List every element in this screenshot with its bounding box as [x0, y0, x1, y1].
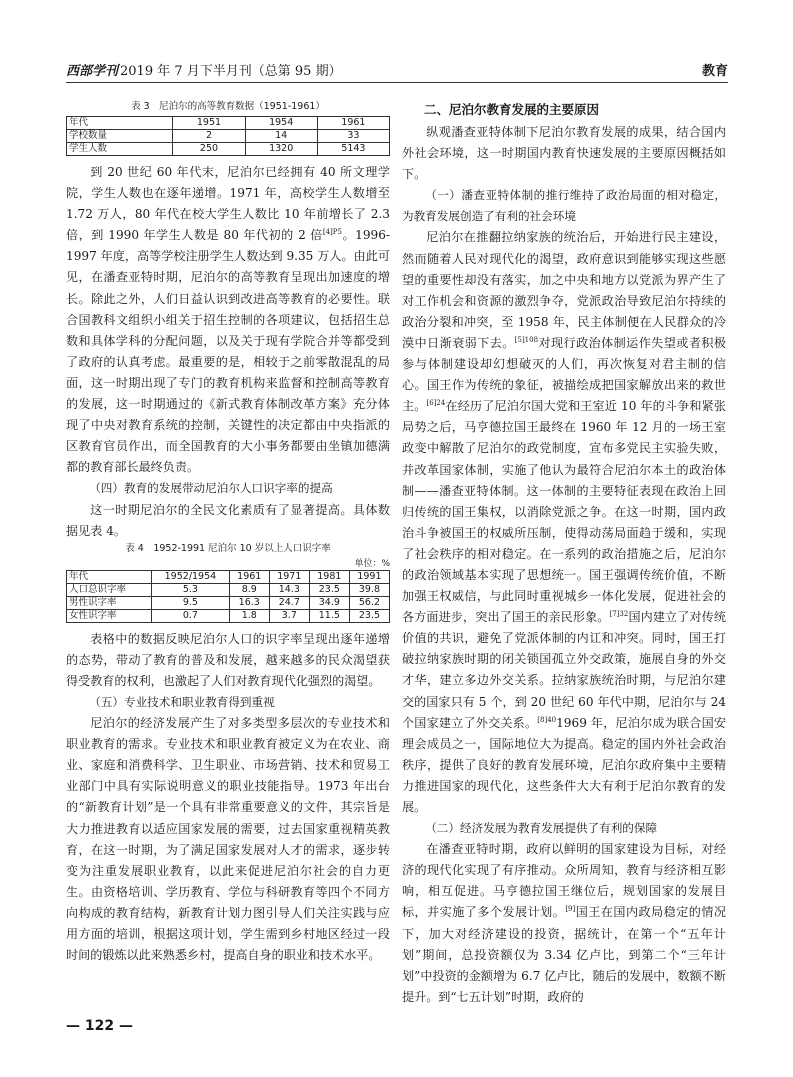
table-cell: 男性识字率: [67, 596, 152, 609]
table-cell: 3.7: [269, 609, 309, 622]
subsection-heading: （一）潘查亚特体制的推行维持了政治局面的相对稳定，为教育发展创造了有利的社会环境: [402, 188, 726, 224]
table4-caption: 表 4 1952-1991 尼泊尔 10 岁以上人口识字率: [125, 542, 331, 554]
paragraph: 纵观潘查亚特体制下尼泊尔教育发展的成果，结合国内外社会环境，这一时期国内教育快速发展的主要原因概括如下。: [402, 125, 726, 182]
citation: [7]32: [609, 610, 629, 619]
table-header-row: [67, 117, 390, 130]
page-number: — 122 —: [66, 1018, 133, 1034]
journal-logo: 西部学刊: [66, 64, 119, 79]
table3-caption: 表 3 尼泊尔的高等教育数据（1951-1961）: [131, 101, 325, 112]
journal-title: [66, 60, 342, 79]
table-cell: 2: [173, 130, 245, 143]
text: 在经历了尼泊尔国大党和王室近 10 年的斗争和紧张局势之后，马亨德拉国王最终在 1960 年 12 月的一场王室政变中解散了尼泊尔的政党制度，宣布多党民主实验失败，并改革国家体制，实施了他认为最符合尼泊尔本土的政治体制——潘查亚特体制。这一体制的主要特征表现在政治上回归传统的国王集权，以消除党派之争。在这一时期，国内政治斗争被国王的权威所压制，使得动荡局面趋于缓和，实现了社会秩序的相对稳定。在一系列的政治措施之后，尼泊尔的政治领域基本实现了思想统一。国王强调传统价值，不断加强王权威信，与此同时重视城乡一体化发展，促进社会的各方面进步，突出了国王的亲民形象。: [402, 399, 726, 625]
table-header-cell: 1952/1954: [152, 570, 230, 583]
table-header-cell: 年代: [67, 570, 152, 583]
table-cell: 23.5: [309, 583, 349, 596]
table-cell: 学生人数: [67, 143, 173, 156]
table-cell: 24.7: [269, 596, 309, 609]
table-cell: 人口总识字率: [67, 583, 152, 596]
paragraph: 这一时期尼泊尔的全民文化素质有了显著提高。具体数据见表 4。: [66, 502, 390, 538]
citation: [6]24: [426, 399, 446, 408]
paragraph: 表格中的数据反映尼泊尔人口的识字率呈现出逐年递增的态势，带动了教育的普及和发展，越来越多的民众渴望获得受教育的权利，也激起了人们对教育现代化强烈的渴望。: [66, 631, 390, 688]
text: 。1996-1997 年度，高等学校注册学生人数达到 9.35 万人。由此可见，在潘查亚特时期，尼泊尔的高等教育呈现出加速度的增长。除此之外，人们日益认识到改进高等教育的必要性。联合国教科文组织小组关于招生控制的各项建议，包括招生总数和具体学科的分配问题，以及关于现有学院合并等都受到了政府的认真考虑。最重要的是，相较于之前零散混乱的局面，这一时期出现了专门的教育机构来监督和控制高等教育的发展，这一时期通过的《新式教育体制改革方案》充分体现了中央对教育系统的控制，关键性的决定都由中央指派的区教育官员作出，而全国教育的大小事务都要由坐镇加德满都的教育部长最终负责。: [66, 228, 390, 475]
table-cell: 39.8: [349, 583, 389, 596]
text: 到 20 世纪 60 年代末，尼泊尔已经拥有 40 所文理学院，学生人数也在逐年递增。1971 年，高校学生人数增至 1.72 万人，80 年代在校大学生人数比 10 年前增长了 2.3 倍，到 1990 年学生人数是 80 年代初的 2 倍: [66, 165, 390, 243]
table-cell: 8.9: [229, 583, 269, 596]
table-cell: 34.9: [309, 596, 349, 609]
text: 1969 年，尼泊尔成为联合国安理会成员之一，国际地位大为提高。稳定的国内外社会政治秩序，提供了良好的教育发展环境，尼泊尔政府集中主要精力推进国家的现代化，这些条件大大有利于尼泊尔教育的发展。: [402, 715, 726, 814]
table-header-cell: 1961: [229, 570, 269, 583]
table4-unit: 单位：%: [354, 558, 390, 569]
table-cell: 女性识字率: [67, 609, 152, 622]
table-row: [67, 609, 390, 622]
table4: [66, 570, 390, 623]
paragraph: [66, 162, 390, 478]
left-column: [66, 100, 390, 966]
table-cell: 14.3: [269, 583, 309, 596]
table-header-cell: 1971: [269, 570, 309, 583]
table-cell: 33: [317, 130, 389, 143]
citation: [8]40: [537, 715, 557, 724]
table-cell: 5.3: [152, 583, 230, 596]
table-cell: 1320: [245, 143, 317, 156]
table-header-row: [67, 570, 390, 583]
table-cell: 9.5: [152, 596, 230, 609]
table3: [66, 116, 390, 156]
citation: [5]108: [514, 335, 539, 344]
table-cell: 1.8: [229, 609, 269, 622]
section-label: 教育: [701, 64, 728, 79]
table-row: [67, 130, 390, 143]
subsection-heading: （四）教育的发展带动尼泊尔人口识字率的提高: [89, 481, 333, 496]
table-header-cell: 1961: [317, 117, 389, 130]
paragraph: [402, 839, 726, 1008]
section-heading: 二、尼泊尔教育发展的主要原因: [424, 102, 600, 117]
right-column: [402, 100, 726, 1008]
text: 尼泊尔在推翻拉纳家族的统治后，开始进行民主建设，然而随着人民对现代化的渴望，政府意识到能够实现这些愿望的重要性却没有落实，加之中央和地方以党派为界产生了对工作机会和资源的激烈争夺，党派政治导致尼泊尔持续的政治分裂和冲突，至 1958 年，民主体制便在人民群众的冷漠中日渐衰弱下去。: [402, 230, 726, 350]
table-cell: 250: [173, 143, 245, 156]
text: 在潘查亚特时期，政府以鲜明的国家建设为目标，对经济的现代化实现了有序推动。众所周知，教育与经济相互影响，相互促进。马亨德拉国王继位后，规划国家的发展目标，并实施了多个发展计划。: [402, 842, 726, 920]
text: 国内建立了对传统价值的共识，避免了党派体制的内讧和冲突。同时，国王打破拉纳家族时期的闭关锁国孤立外交政策，施展自身的外交才华，建立多边外交关系。拉纳家族统治时期，与尼泊尔建交的国家只有 5 个，到 20 世纪 60 年代中期，尼泊尔与 24 个国家建立了外交关系。: [402, 610, 726, 730]
subsection-heading: （二）经济发展为教育发展提供了有利的保障: [425, 821, 658, 836]
page-header: [66, 58, 728, 83]
text: 对现行政治体制运作失望或者积极参与体制建设却幻想破灭的人们，再次恢复对君主制的信心。国王作为传统的象征，被描绘成把国家解放出来的救世主。: [402, 335, 726, 414]
table-cell: 14: [245, 130, 317, 143]
table-row: [67, 596, 390, 609]
table-cell: 5143: [317, 143, 389, 156]
table-cell: 学校数量: [67, 130, 173, 143]
paragraph: [402, 227, 726, 818]
subsection-heading: （五）专业技术和职业教育得到重视: [89, 694, 275, 709]
table-row: [67, 143, 390, 156]
table-header-cell: 1981: [309, 570, 349, 583]
text: 国王在国内政局稳定的情况下，加大对经济建设的投资，据统计，在第一个“五年计划”期间，总投资额仅为 3.34 亿卢比，到第二个“三年计划”中投资的金额增为 6.7 亿卢比，随后的发展中，数额不断提升。到“七五计划”时期，政府的: [402, 905, 726, 1004]
table-header-cell: 1954: [245, 117, 317, 130]
table-header-cell: 1991: [349, 570, 389, 583]
paragraph: 尼泊尔的经济发展产生了对多类型多层次的专业技术和职业教育的需求。专业技术和职业教育被定义为在农业、商业、家庭和消费科学、卫生职业、市场营销、技术和贸易工业部门中具有实际说明意义的职业技能指导。1973 年出台的“新教育计划”是一个具有非常重要意义的文件，其宗旨是大力推进教育以适应国家发展的需要，过去国家重视精英教育，在这一时期，为了满足国家发展对人才的需求，逐步转变为注重发展职业教育，以此来促进尼泊尔社会的自力更生。由资格培训、学历教育、学位与科研教育等四个不同方向构成的教育结构，新教育计划力图引导人们关注实践与应用方面的培训，根据这项计划，学生需到乡村地区经过一段时间的锻炼以此来熟悉乡村，提高自身的职业和技术水平。: [66, 716, 390, 963]
table-header-cell: 1951: [173, 117, 245, 130]
issue-info: 2019 年 7 月下半月刊（总第 95 期）: [120, 64, 342, 79]
table-cell: 16.3: [229, 596, 269, 609]
table-cell: 23.5: [349, 609, 389, 622]
table-cell: 56.2: [349, 596, 389, 609]
table-header-cell: 年代: [67, 117, 173, 130]
table-row: [67, 583, 390, 596]
citation: [9]: [565, 905, 576, 914]
table-cell: 0.7: [152, 609, 230, 622]
table-cell: 11.5: [309, 609, 349, 622]
citation: [4]P5: [322, 228, 342, 237]
